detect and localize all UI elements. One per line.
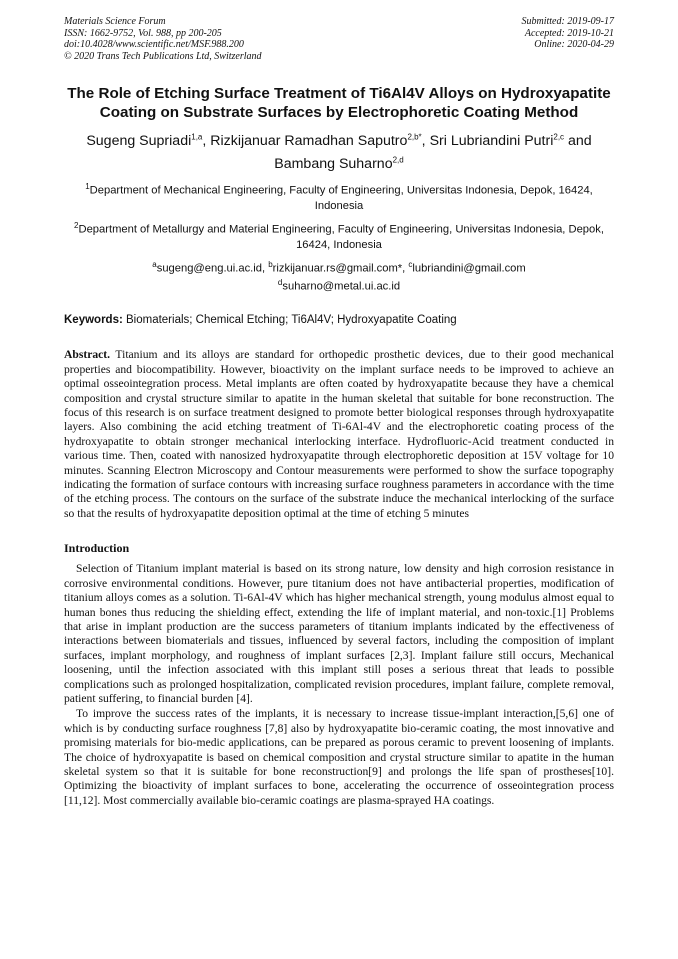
email-line: $^d$suharno@metal.ui.ac.id <box>277 277 401 293</box>
copyright: © 2020 Trans Tech Publications Ltd, Switzerland <box>64 50 262 62</box>
section-heading-introduction: Introduction <box>64 541 130 556</box>
online-date: Online: 2020-04-29 <box>534 39 614 50</box>
affiliation-text: Department of Metallurgy and Material Engineering, Faculty of Engineering, Universitas Indonesia, Depok, 16424, Indonesia <box>78 223 604 251</box>
paragraph: Selection of Titanium implant material is based on its strong nature, low density and high corrosion resistance in corrosive environmental conditions. However, pure titanium does not have antibacterial properties, modification of titanium alloys comes as a solution. Ti-6Al-4V which has higher mechanical strength, young modulus almost equal to human bones thus reducing the shielding effect, extending the life of implant material, and non-toxic.[1] Problems that arise in implant production are the success parameters of titanium implants indicated by the effectiveness of interactions between biomaterials and tissues, influenced by several factors, including the composition of implant surfaces, implant morphology, and roughness of implant surfaces [2,3]. Implant failure still occurs, Mechanical loosening, until the infection associated with this implant still poses a serious threat that leads to possible complications such as prolonged hospitalization, complicated revision procedures, implant failure, complete removal, patient suffering, to financial burden [4]. <box>64 562 614 705</box>
abstract-text: Titanium and its alloys are standard for orthopedic prosthetic devices, due to their good mechanical properties and biocompatibility. However, bioactivity on the implant surface needs to be improved to achieve an optimal osseointegration process. Metal implants are often coated by hydroxyapatite because they have a chemical composition and crystal structure similar to apatite in the human skeletal that suitable for bone reconstruction. The focus of this research is on surface treatment designed to promote better biological responses through hydroxyapatite layers. Also combining the acid etching treatment of Ti-6Al-4V and the electrophoretic coating process of the hydroxyapatite to obtain stronger mechanical interlocking interface. Hydrofluoric-Acid treatment conducted in various time. Then, coated with nanosized hydroxyapatite through electrophoretic deposition at 15V voltage for 10 minutes. Scanning Electron Microscopy and Contour measurements were performed to show the surface topography indicating the formation of surface contours with increasing surface roughness parameters in accordance with the time of the etching process. The contours on the surface of the substrate induce the mechanical interlocking of the surface so that the results of hydroxyapatite deposition optimal at the time of etching 5 minutes <box>64 348 614 520</box>
paper-title: The Role of Etching Surface Treatment of Ti6Al4V Alloys on Hydroxyapatite Coating on Substrate Surfaces by Electrophoretic Coating Method <box>67 85 611 121</box>
email-b: rizkijanuar.rs@gmail.com*, <box>272 262 409 275</box>
email-a: sugeng@eng.ui.ac.id, <box>156 262 269 275</box>
author-separator: , <box>202 132 211 149</box>
author <box>86 133 210 149</box>
abstract-label: Abstract. <box>64 348 111 362</box>
issn: ISSN: 1662-9752, Vol. 988, pp 200-205 <box>64 27 222 39</box>
affiliation <box>64 218 614 253</box>
email-d: suharno@metal.ui.ac.id <box>282 280 401 293</box>
author-name: Rizkijanuar Ramadhan Saputro <box>210 132 408 149</box>
dates-info <box>522 16 615 62</box>
author-name: Sugeng Supriadi <box>86 132 192 149</box>
accepted-date: Accepted: 2019-10-21 <box>524 27 614 39</box>
keywords <box>64 313 614 328</box>
abstract <box>64 348 614 521</box>
journal-info <box>64 16 262 62</box>
keywords-text: Biomaterials; Chemical Etching; Ti6Al4V; Hydroxyapatite Coating <box>122 314 457 327</box>
author-superscript: 2,b* <box>407 132 422 141</box>
author-superscript: 2,c <box>553 132 565 141</box>
journal-name: Materials Science Forum <box>64 16 166 27</box>
paragraph: To improve the success rates of the implants, it is necessary to increase tissue-implant interaction,[5,6] one of which is by conducting surface roughness [7,8] also by hydroxyapatite bio-ceramic coating, the most innovative and promising materials for bio-medic applications, can be prepared as porous ceramic to prevent loosening of implants. The choice of hydroxyapatite is based on chemical composition and crystal structure similar to apatite in the human skeletal system so that it is suitable for bone reconstruction[9] and prolongs the life span of prostheses[10]. Optimizing the bioactivity of implant surfaces to bone, accelerating the occurrence of osseointegration process [11,12]. Most commercially available bio-ceramic coatings are plasma-sprayed HA coatings. <box>64 707 614 807</box>
affiliation-text: Department of Mechanical Engineering, Faculty of Engineering, Universitas Indonesia, Depok, 16424, Indonesia <box>89 185 593 213</box>
affiliation <box>64 179 614 214</box>
email-list <box>64 258 614 293</box>
email-c: lubriandini@gmail.com <box>412 262 526 275</box>
author-separator: , <box>421 132 430 149</box>
author-superscript: 1,a <box>191 132 203 141</box>
affiliation-superscript: 2 <box>74 221 79 231</box>
affiliation-superscript: 1 <box>85 182 90 192</box>
author <box>210 133 429 149</box>
journal-header <box>64 16 614 62</box>
doi: doi:10.4028/www.scientific.net/MSF.988.200 <box>64 39 244 50</box>
author-superscript: 2,d <box>392 155 404 165</box>
author-name: and Bambang Suharno <box>274 132 592 173</box>
keywords-label: Keywords: <box>64 314 123 327</box>
author <box>430 133 568 149</box>
email-line: $^a$sugeng@eng.ui.ac.id, $^b$rizkijanuar.rs@gmail.com*, $^c$lubriandini@gmail.com <box>152 259 526 275</box>
author-list <box>64 127 614 174</box>
author-name: Sri Lubriandini Putri <box>429 132 554 149</box>
submitted-date: Submitted: 2019-09-17 <box>521 16 614 27</box>
